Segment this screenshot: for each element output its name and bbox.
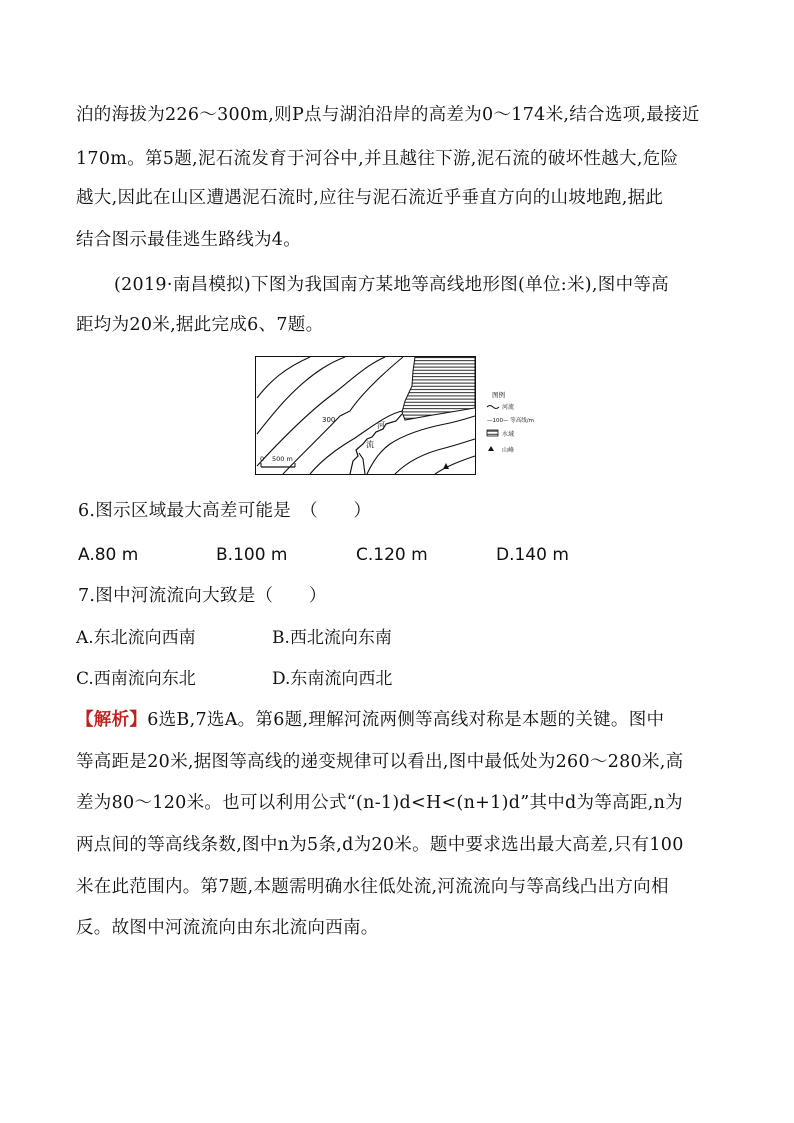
legend-contour: —100— 等高线/m [487, 418, 534, 424]
analysis-first-line: 6选B,7选A。第6题,理解河流两侧等高线对称是本题的关键。图中 [147, 710, 665, 730]
q7-option-c[interactable]: C.西南流向东北 [76, 669, 196, 689]
peak-legend-icon [488, 446, 494, 451]
contour-label-300: 300 [322, 416, 336, 424]
water-body [402, 357, 475, 420]
contour-map-figure [255, 356, 537, 476]
q7-option-b[interactable]: B.西北流向东南 [272, 628, 392, 648]
scale-distance: 500 m [272, 455, 293, 463]
q7-option-a[interactable]: A.东北流向西南 [76, 628, 196, 648]
paragraph-line: 越大,因此在山区遭遇泥石流时,应往与泥石流近乎垂直方向的山坡地跑,据此 [76, 188, 664, 208]
analysis-line: 米在此范围内。第7题,本题需明确水往低处流,河流流向与等高线凸出方向相 [76, 877, 669, 897]
map-legend [487, 390, 534, 454]
intro-line: 距均为20米,据此完成6、7题。 [76, 315, 324, 335]
question-6-stem: 6.图示区域最大高差可能是 （ ） [78, 501, 372, 521]
analysis-tag: 【解析】 [76, 710, 148, 730]
water-legend-icon [487, 430, 498, 436]
scale-zero: 0 [260, 455, 265, 463]
intro-line: (2019·南昌模拟)下图为我国南方某地等高线地形图(单位:米),图中等高 [114, 275, 669, 295]
river-label-1: 河 [377, 421, 385, 430]
paragraph-line: 结合图示最佳逃生路线为4。 [76, 230, 302, 250]
peak-icon [443, 463, 449, 469]
tributary-line [359, 453, 365, 474]
analysis-line: 两点间的等高线条数,图中n为5条,d为20米。题中要求选出最大高差,只有100 [76, 835, 684, 855]
legend-water: 水域 [502, 431, 515, 438]
q6-option-c[interactable]: C.120 m [356, 545, 428, 565]
analysis-line: 差为80～120米。也可以利用公式“(n-1)d<H<(n+1)d”其中d为等高距,n为 [76, 793, 683, 813]
q6-option-a[interactable]: A.80 m [78, 545, 139, 565]
legend-title: 图例 [492, 391, 505, 399]
paragraph-line: 泊的海拔为226～300m,则P点与湖泊沿岸的高差为0～174米,结合选项,最接近 [76, 105, 700, 125]
analysis-line: 反。故图中河流流向由东北流向西南。 [76, 918, 379, 938]
analysis-line [76, 709, 664, 731]
q6-option-b[interactable]: B.100 m [216, 545, 288, 565]
q7-option-d[interactable]: D.东南流向西北 [272, 669, 393, 689]
river-label-2: 流 [366, 440, 374, 449]
legend-river: 河流 [502, 404, 515, 411]
question-7-stem: 7.图中河流流向大致是（ ） [78, 586, 327, 606]
legend-peak: 山峰 [502, 447, 515, 454]
analysis-line: 等高距是20米,据图等高线的递变规律可以看出,图中最低处为260～280米,高 [76, 752, 684, 772]
paragraph-line: 170m。第5题,泥石流发育于河谷中,并且越往下游,泥石流的破坏性越大,危险 [76, 149, 679, 169]
river-line [350, 414, 402, 474]
river-legend-icon [487, 406, 499, 409]
q6-option-d[interactable]: D.140 m [496, 545, 569, 565]
